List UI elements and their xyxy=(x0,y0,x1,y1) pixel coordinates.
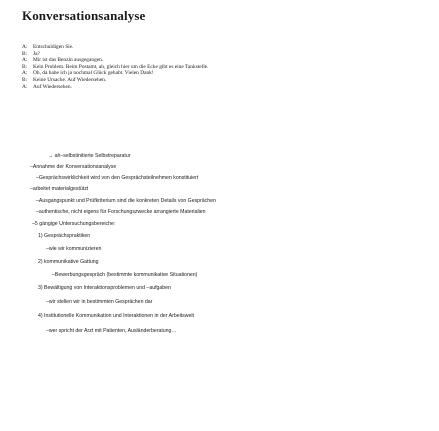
note-line: 3) Bewältigung von Interaktionsproblemen und –aufgaben xyxy=(38,285,171,291)
dialogue-line xyxy=(22,70,432,77)
dialogue-transcript xyxy=(22,44,432,90)
utterance: Oh, da habe ich ja nochmal Glück gehabt. Vielen Dank! xyxy=(33,70,154,77)
note-line: –Ausgangspunkt und Prüfkriterium sind die konkreten Details von Gesprächen xyxy=(36,198,216,204)
speaker-label: B: xyxy=(22,63,28,70)
dialogue-line xyxy=(22,84,432,91)
note-line: 2) kommunikative Gattung xyxy=(38,259,99,265)
note-line: –5 gängige Untersuchungsbereiche: xyxy=(32,221,116,227)
utterance: Entschuldigen Sie. xyxy=(33,44,74,50)
note-line: → ah–selbstinitierte Selbstreparatur xyxy=(48,153,131,159)
speaker-label: A: xyxy=(22,70,28,77)
note-line: 1) Gesprächspraktiken xyxy=(38,233,91,239)
utterance: Mir ist das Benzin ausgegangen. xyxy=(33,57,104,64)
note-line: –authentische, nicht eigens für Forschungszwecke arrangierte Materialien xyxy=(36,209,206,215)
speaker-label: A: xyxy=(22,44,28,50)
utterance: Ja? xyxy=(33,50,40,57)
speaker-label: A: xyxy=(22,83,28,90)
document-title: Konversationsanalyse xyxy=(22,8,146,23)
utterance: Kein Problem. Beim Postamt, ah, gleich hier um die Ecke gibt es eine Tankstelle. xyxy=(33,63,209,70)
dialogue-line xyxy=(22,57,432,64)
dialogue-line xyxy=(22,51,432,58)
dialogue-line xyxy=(22,77,432,84)
dialogue-line xyxy=(22,64,432,71)
note-line: –wie wir kommunizieren xyxy=(46,246,102,252)
utterance: Auf Wiedersehen. xyxy=(33,83,72,90)
speaker-label: B: xyxy=(22,50,28,57)
note-line: 4) Institutionelle Kommunikation und Interaktionen in der Arbeitswelt xyxy=(38,313,194,319)
note-line: –wer spricht der Arzt mit Patienten, Ausländerberatung… xyxy=(46,328,177,334)
note-line: –wir stellen wir in bestimmten Gesprächen dar xyxy=(46,299,153,305)
note-line: –Gesprächswirklichkeit wird von den Gesprächsteilnehmen konstituiert xyxy=(36,175,199,181)
speaker-label: B: xyxy=(22,76,28,83)
utterance: Keine Ursache. Auf Wiedersehen. xyxy=(33,76,107,83)
note-line: –Annahme der Konversationsanalyse xyxy=(30,164,117,170)
note-line: –arbeitet materialgestützt xyxy=(30,186,89,192)
dialogue-line xyxy=(22,44,432,51)
speaker-label: A: xyxy=(22,57,28,64)
note-line: –Bewerbungsgespräch (bestimmte kommunikative Situationen) xyxy=(52,272,198,278)
